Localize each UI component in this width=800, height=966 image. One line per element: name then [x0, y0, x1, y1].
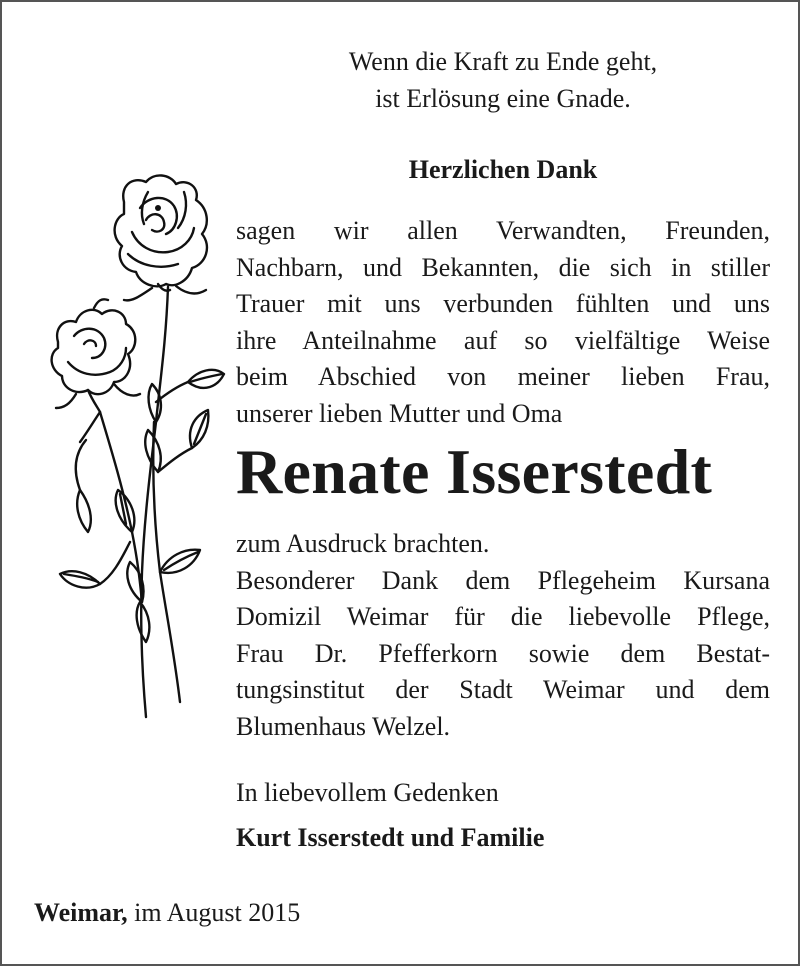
date: im August 2015 — [134, 898, 301, 927]
body-line: Besonderer Dank dem Pflegeheim Kursana — [236, 565, 770, 595]
motto-quote — [242, 43, 764, 117]
signer-name: Kurt Isserstedt und Familie — [236, 823, 545, 852]
motto-line: Wenn die Kraft zu Ende geht, — [348, 47, 658, 76]
body-line: sagen wir allen Verwandten, Freunden, — [236, 216, 770, 245]
body-line: Nachbarn, und Bekannten, die sich in stiller — [236, 252, 770, 282]
body-line: Domizil Weimar für die liebevolle Pflege, — [236, 602, 770, 631]
thanks-body-closing — [236, 526, 770, 745]
rose-icon — [28, 172, 228, 722]
body-line: unserer lieben Mutter und Oma — [236, 398, 563, 428]
deceased-name: Renate Isserstedt — [236, 436, 713, 507]
motto-line: ist Erlösung eine Gnade. — [375, 84, 631, 113]
place: Weimar, — [34, 898, 128, 927]
thanks-body-intro — [236, 213, 770, 432]
body-line: Trauer mit uns verbunden fühlten und uns — [236, 289, 770, 318]
body-line: tungsinstitut der Stadt Weimar und dem — [236, 675, 770, 704]
body-line: beim Abschied von meiner lieben Frau, — [236, 362, 770, 391]
place-date-line — [34, 895, 300, 931]
thanks-heading: Herzlichen Dank — [408, 155, 598, 184]
body-line: Frau Dr. Pfefferkorn sowie dem Bestat- — [236, 638, 770, 668]
body-line: zum Ausdruck brachten. — [236, 529, 490, 558]
memory-line: In liebevollem Gedenken — [236, 778, 499, 807]
body-line: Blumenhaus Welzel. — [236, 711, 451, 741]
body-line: ihre Anteilnahme auf so vielfältige Weise — [236, 325, 770, 355]
